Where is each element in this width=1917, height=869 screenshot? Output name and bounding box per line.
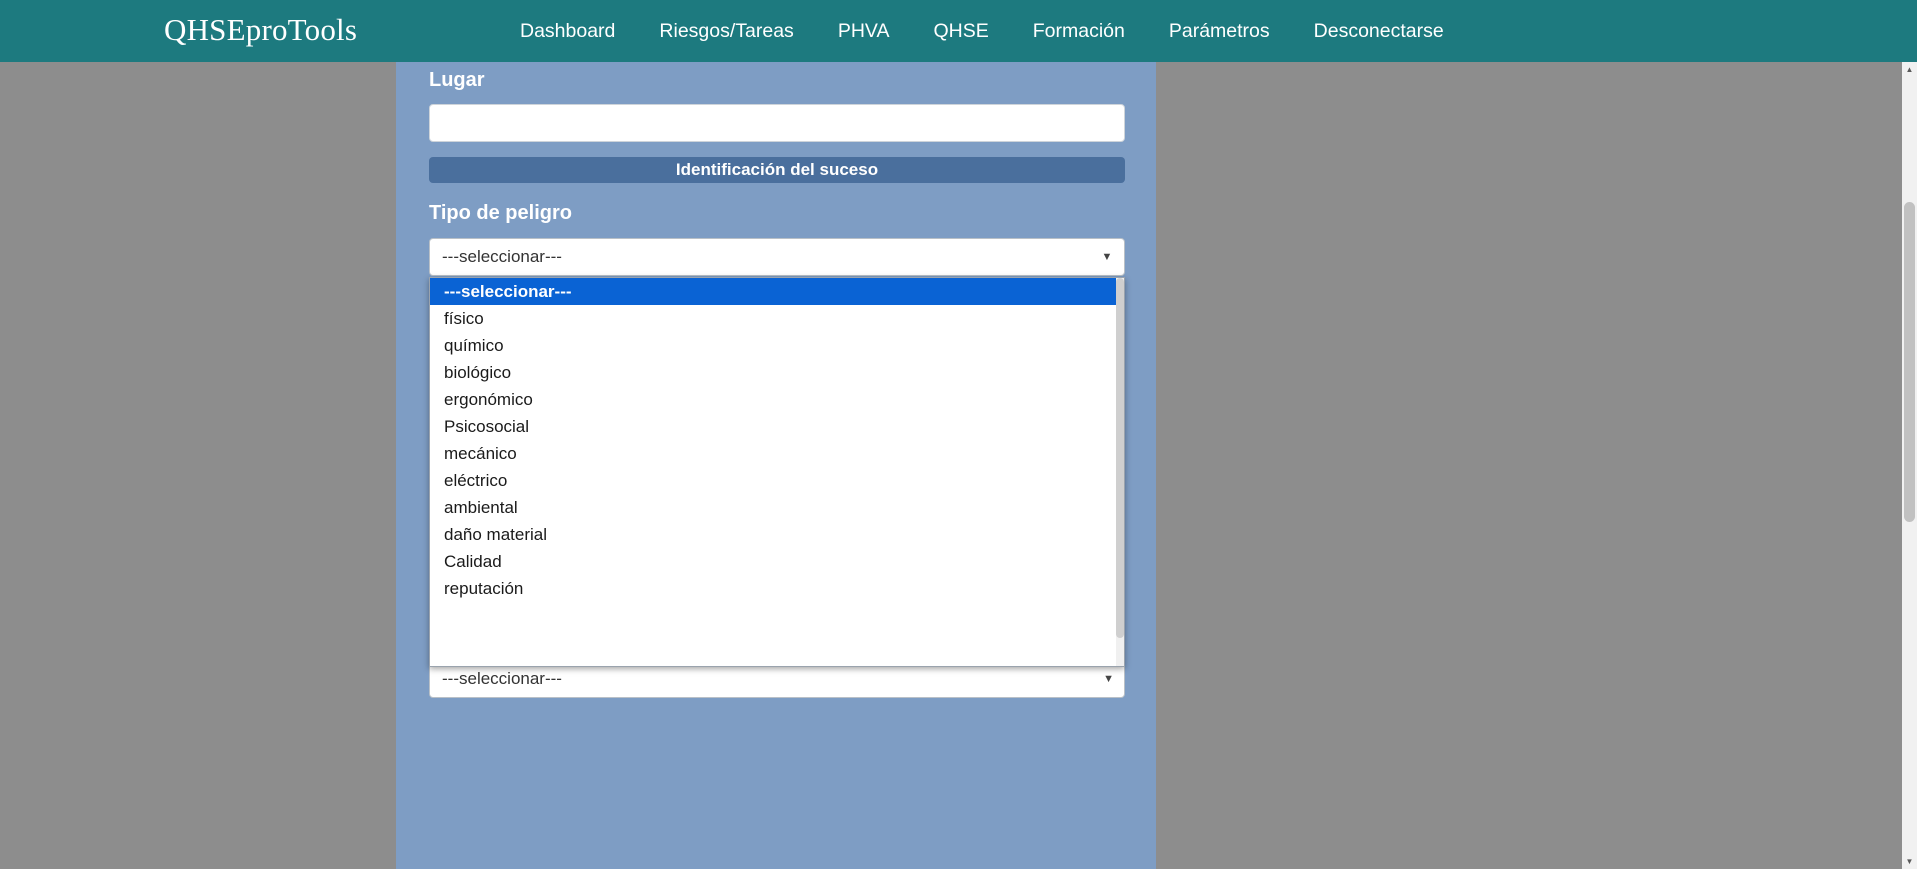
incident-form-panel bbox=[396, 62, 1156, 869]
nav-phva[interactable]: PHVA bbox=[837, 20, 890, 42]
scroll-down-icon[interactable]: ▼ bbox=[1905, 857, 1914, 866]
main-nav-links bbox=[498, 0, 1466, 62]
nav-qhse[interactable]: QHSE bbox=[933, 20, 989, 42]
dropdown-option-psicosocial[interactable]: Psicosocial bbox=[444, 417, 530, 436]
page-scrollbar-thumb[interactable] bbox=[1904, 202, 1915, 522]
tipo-peligro-dropdown-list[interactable] bbox=[429, 277, 1125, 667]
dropdown-option-quimico[interactable]: químico bbox=[444, 336, 504, 355]
nav-parametros[interactable]: Parámetros bbox=[1168, 20, 1270, 42]
lugar-input[interactable] bbox=[429, 104, 1125, 142]
dropdown-option-mecanico[interactable]: mecánico bbox=[444, 444, 517, 463]
dropdown-option-calidad[interactable]: Calidad bbox=[444, 552, 502, 571]
chevron-down-icon: ▼ bbox=[1101, 251, 1113, 263]
page-scrollbar[interactable] bbox=[1902, 62, 1917, 869]
dropdown-option-biologico[interactable]: biológico bbox=[444, 363, 512, 382]
top-navigation-bar bbox=[0, 0, 1917, 62]
app-logo[interactable]: QHSEproTools bbox=[164, 12, 358, 47]
causa-directa-selected-value: ---seleccionar--- bbox=[442, 669, 562, 688]
nav-desconectarse[interactable]: Desconectarse bbox=[1313, 20, 1444, 42]
dropdown-option-dano-material[interactable]: daño material bbox=[444, 525, 548, 544]
dropdown-option-ambiental[interactable]: ambiental bbox=[444, 498, 518, 517]
dropdown-scrollbar-thumb[interactable] bbox=[1116, 278, 1124, 638]
section-header-identificacion: Identificación del suceso bbox=[429, 157, 1125, 183]
nav-dashboard[interactable]: Dashboard bbox=[520, 20, 616, 42]
dropdown-option-seleccionar[interactable]: ---seleccionar--- bbox=[430, 278, 1124, 305]
lugar-label: Lugar bbox=[429, 69, 485, 91]
tipo-peligro-selected-value: ---seleccionar--- bbox=[442, 247, 562, 266]
nav-riesgos-tareas[interactable]: Riesgos/Tareas bbox=[659, 20, 794, 42]
dropdown-option-fisico[interactable]: físico bbox=[444, 309, 484, 328]
scroll-up-icon[interactable]: ▲ bbox=[1905, 65, 1914, 74]
tipo-peligro-label: Tipo de peligro bbox=[429, 202, 572, 224]
dropdown-scrollbar[interactable] bbox=[1116, 278, 1124, 667]
dropdown-option-reputacion[interactable]: reputación bbox=[444, 579, 524, 598]
nav-formacion[interactable]: Formación bbox=[1032, 20, 1125, 42]
chevron-down-icon: ▼ bbox=[1103, 673, 1114, 685]
dropdown-option-ergonomico[interactable]: ergonómico bbox=[444, 390, 533, 409]
dropdown-option-electrico[interactable]: eléctrico bbox=[444, 471, 508, 490]
tipo-peligro-select[interactable] bbox=[429, 238, 1125, 276]
